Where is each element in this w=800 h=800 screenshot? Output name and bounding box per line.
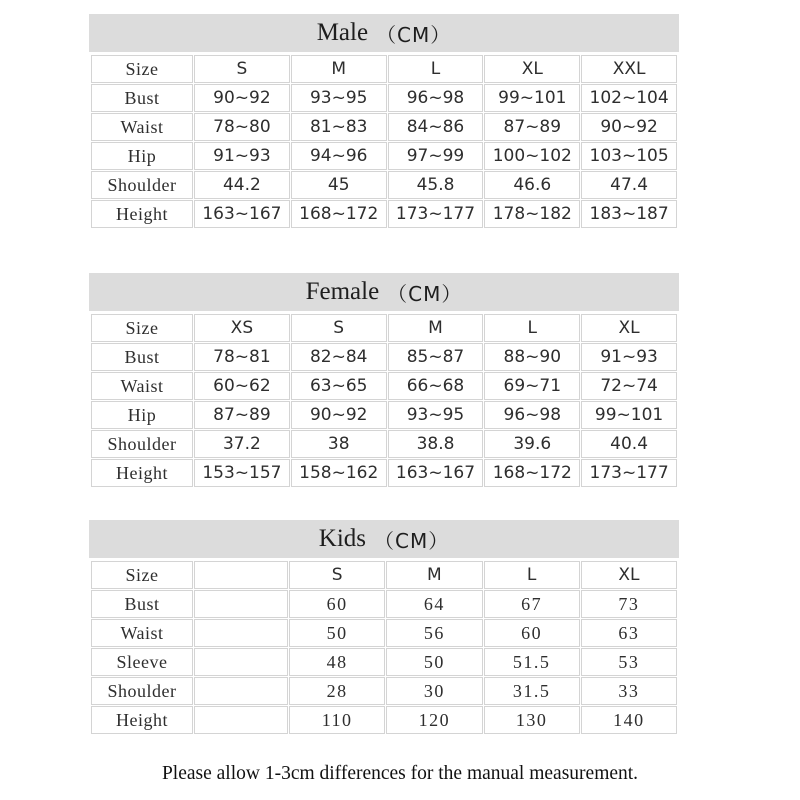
header-cell: M — [389, 315, 483, 341]
table-cell-empty — [195, 649, 287, 675]
table-cell: 84~86 — [389, 114, 483, 140]
table-cell: 63 — [582, 620, 676, 646]
table-cell: 93~95 — [292, 85, 386, 111]
table-cell: 96~98 — [389, 85, 483, 111]
male-title-unit: （CM） — [376, 22, 452, 47]
row-label: Height — [92, 201, 192, 227]
table-cell: 110 — [290, 707, 384, 733]
kids-title-text: Kids — [318, 525, 366, 552]
table-cell: 100~102 — [485, 143, 579, 169]
row-label: Bust — [92, 85, 192, 111]
table-cell: 82~84 — [292, 344, 386, 370]
row-label: Bust — [92, 344, 192, 370]
table-cell-empty — [195, 591, 287, 617]
kids-title-unit: （CM） — [374, 528, 450, 553]
table-row — [92, 373, 676, 399]
header-cell: XS — [195, 315, 289, 341]
row-label: Shoulder — [92, 431, 192, 457]
table-cell: 173~177 — [389, 201, 483, 227]
row-label: Bust — [92, 591, 192, 617]
female-title-text: Female — [305, 278, 380, 305]
header-cell: L — [485, 315, 579, 341]
table-cell: 50 — [290, 620, 384, 646]
table-cell: 47.4 — [582, 172, 676, 198]
row-label: Waist — [92, 373, 192, 399]
table-cell: 96~98 — [485, 402, 579, 428]
table-row — [92, 172, 676, 198]
header-cell: S — [290, 562, 384, 588]
table-cell: 28 — [290, 678, 384, 704]
table-cell: 31.5 — [485, 678, 579, 704]
header-cell-empty — [195, 562, 287, 588]
table-cell: 33 — [582, 678, 676, 704]
male-section-title — [89, 14, 679, 52]
table-cell: 90~92 — [292, 402, 386, 428]
table-cell: 87~89 — [195, 402, 289, 428]
table-cell: 38.8 — [389, 431, 483, 457]
table-cell: 50 — [387, 649, 481, 675]
table-header-row — [92, 562, 676, 588]
table-row — [92, 344, 676, 370]
table-cell: 153~157 — [195, 460, 289, 486]
table-cell: 81~83 — [292, 114, 386, 140]
table-cell: 90~92 — [582, 114, 676, 140]
male-title-text: Male — [316, 19, 369, 46]
header-cell: XXL — [582, 56, 676, 82]
table-row — [92, 460, 676, 486]
table-cell: 99~101 — [485, 85, 579, 111]
table-cell: 173~177 — [582, 460, 676, 486]
table-cell: 85~87 — [389, 344, 483, 370]
row-label: Shoulder — [92, 678, 192, 704]
table-cell: 60 — [485, 620, 579, 646]
table-row — [92, 201, 676, 227]
female-size-table — [89, 312, 679, 489]
table-cell: 51.5 — [485, 649, 579, 675]
header-cell: XL — [485, 56, 579, 82]
male-size-section — [89, 14, 679, 230]
table-cell: 163~167 — [195, 201, 289, 227]
table-cell: 78~81 — [195, 344, 289, 370]
header-cell: Size — [92, 562, 192, 588]
table-cell: 93~95 — [389, 402, 483, 428]
table-header-row — [92, 315, 676, 341]
header-cell: S — [195, 56, 289, 82]
header-cell: L — [389, 56, 483, 82]
table-cell: 69~71 — [485, 373, 579, 399]
table-cell: 66~68 — [389, 373, 483, 399]
table-cell: 64 — [387, 591, 481, 617]
table-cell: 45.8 — [389, 172, 483, 198]
table-cell: 91~93 — [195, 143, 289, 169]
table-cell: 72~74 — [582, 373, 676, 399]
table-cell-empty — [195, 620, 287, 646]
row-label: Height — [92, 707, 192, 733]
row-label: Hip — [92, 143, 192, 169]
row-label: Height — [92, 460, 192, 486]
header-cell: XL — [582, 562, 676, 588]
table-cell: 158~162 — [292, 460, 386, 486]
row-label: Shoulder — [92, 172, 192, 198]
table-cell-empty — [195, 678, 287, 704]
table-cell: 120 — [387, 707, 481, 733]
header-cell: Size — [92, 315, 192, 341]
table-cell-empty — [195, 707, 287, 733]
table-cell: 44.2 — [195, 172, 289, 198]
female-title-unit: （CM） — [387, 281, 463, 306]
table-cell: 97~99 — [389, 143, 483, 169]
table-cell: 140 — [582, 707, 676, 733]
table-cell: 60 — [290, 591, 384, 617]
table-cell: 30 — [387, 678, 481, 704]
table-cell: 87~89 — [485, 114, 579, 140]
table-cell: 63~65 — [292, 373, 386, 399]
row-label: Waist — [92, 114, 192, 140]
table-row — [92, 114, 676, 140]
male-size-table — [89, 53, 679, 230]
table-cell: 88~90 — [485, 344, 579, 370]
table-row — [92, 402, 676, 428]
table-header-row — [92, 56, 676, 82]
table-cell: 78~80 — [195, 114, 289, 140]
table-cell: 99~101 — [582, 402, 676, 428]
measurement-note: Please allow 1-3cm differences for the manual measurement. — [161, 763, 639, 784]
table-cell: 39.6 — [485, 431, 579, 457]
table-cell: 94~96 — [292, 143, 386, 169]
row-label: Waist — [92, 620, 192, 646]
table-row — [92, 85, 676, 111]
table-cell: 90~92 — [195, 85, 289, 111]
table-cell: 73 — [582, 591, 676, 617]
table-cell: 168~172 — [485, 460, 579, 486]
table-cell: 60~62 — [195, 373, 289, 399]
header-cell: S — [292, 315, 386, 341]
table-cell: 91~93 — [582, 344, 676, 370]
table-row — [92, 707, 676, 733]
table-cell: 38 — [292, 431, 386, 457]
female-section-title — [89, 273, 679, 311]
table-row — [92, 620, 676, 646]
table-row — [92, 649, 676, 675]
table-cell: 46.6 — [485, 172, 579, 198]
table-cell: 37.2 — [195, 431, 289, 457]
table-cell: 53 — [582, 649, 676, 675]
table-cell: 163~167 — [389, 460, 483, 486]
table-row — [92, 431, 676, 457]
table-cell: 48 — [290, 649, 384, 675]
table-row — [92, 143, 676, 169]
table-cell: 178~182 — [485, 201, 579, 227]
kids-size-section — [89, 520, 679, 736]
table-cell: 130 — [485, 707, 579, 733]
table-cell: 103~105 — [582, 143, 676, 169]
female-size-section — [89, 273, 679, 489]
table-cell: 40.4 — [582, 431, 676, 457]
header-cell: M — [292, 56, 386, 82]
header-cell: L — [485, 562, 579, 588]
header-cell: M — [387, 562, 481, 588]
table-cell: 102~104 — [582, 85, 676, 111]
header-cell: XL — [582, 315, 676, 341]
row-label: Hip — [92, 402, 192, 428]
kids-section-title — [89, 520, 679, 558]
header-cell: Size — [92, 56, 192, 82]
table-row — [92, 678, 676, 704]
table-cell: 45 — [292, 172, 386, 198]
table-cell: 56 — [387, 620, 481, 646]
row-label: Sleeve — [92, 649, 192, 675]
table-row — [92, 591, 676, 617]
table-cell: 67 — [485, 591, 579, 617]
table-cell: 183~187 — [582, 201, 676, 227]
table-cell: 168~172 — [292, 201, 386, 227]
kids-size-table — [89, 559, 679, 736]
